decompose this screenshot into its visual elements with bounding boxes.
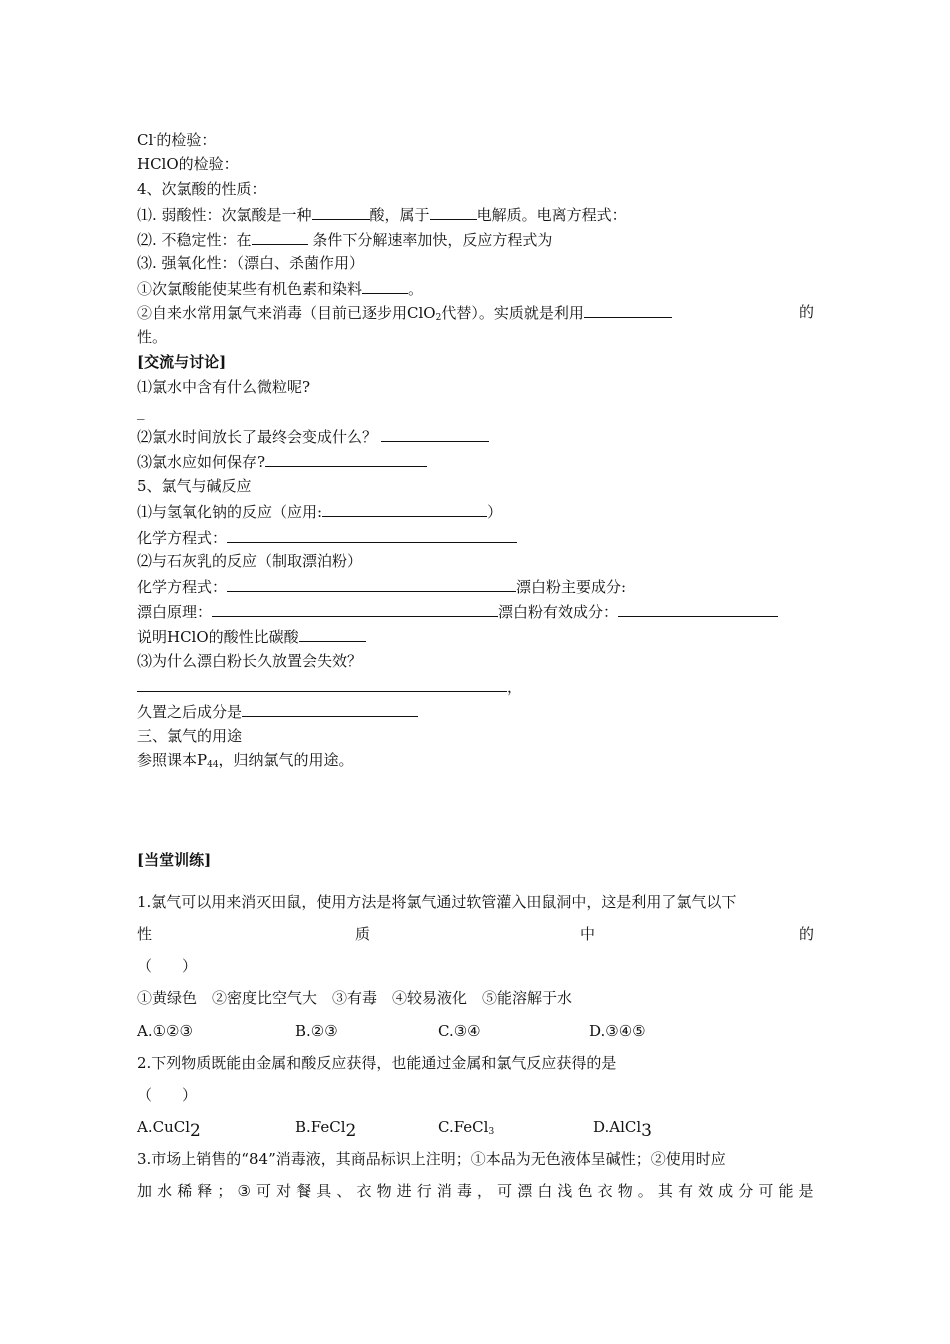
question-1-cont: 质 <box>355 925 371 943</box>
answer-bracket: （ ） <box>137 957 198 975</box>
line-q-ineffective: ⑶为什么漂白粉长久放置会失效？ <box>137 652 363 670</box>
question-3-char: 浅 <box>557 1182 573 1200</box>
line-hclo-test: HClO的检验： <box>137 155 239 173</box>
blank[interactable] <box>430 204 477 220</box>
question-3: 3.市场上销售的“84”消毒液，其商品标识上注明；①本品为无色液体呈碱性；②使用时应 <box>137 1150 726 1168</box>
question-3-char: 水 <box>157 1182 173 1200</box>
blank[interactable] <box>227 576 516 592</box>
question-3-char: 白 <box>537 1182 553 1200</box>
option-a[interactable]: A.CuCl2 <box>137 1118 201 1141</box>
option-c[interactable]: C.③④ <box>438 1022 481 1040</box>
question-3-char: 加 <box>137 1182 153 1200</box>
option-c[interactable]: C.FeCl$_3$ <box>438 1118 495 1137</box>
line-tap-water: ②自来水常用氯气来消毒（目前已逐步用ClO$_2$代替）。实质就是利用 的 <box>137 303 814 323</box>
blank[interactable] <box>312 204 370 220</box>
heading-uses: 三、氯气的用途 <box>137 727 243 745</box>
line-weak-acid: ⑴. 弱酸性：次氯酸是一种 酸，属于 电解质。电离方程式： <box>137 206 627 224</box>
heading-practice: [当堂训练] <box>137 851 212 869</box>
question-3-char: ； <box>217 1182 233 1200</box>
question-1-cont: 性 <box>137 925 153 943</box>
question-3-char: 对 <box>276 1182 292 1200</box>
question-3-char: ， <box>477 1182 493 1200</box>
question-3-char: 、 <box>336 1182 352 1200</box>
blank[interactable] <box>362 278 408 294</box>
heading-discussion: [交流与讨论] <box>137 353 227 371</box>
line-q-particles: ⑴氯水中含有什么微粒呢? <box>137 378 311 396</box>
question-3-char: 衣 <box>356 1182 372 1200</box>
question-3-char: 释 <box>197 1182 213 1200</box>
blank[interactable] <box>299 626 366 642</box>
line-cl-test: Cl-的检验： <box>137 131 217 149</box>
line-naoh: ⑴与氢氧化钠的反应（应用: ） <box>137 503 503 521</box>
blank[interactable] <box>265 451 427 467</box>
question-3-cont <box>137 1181 814 1201</box>
line-after-storage: 久置之后成分是 <box>137 701 418 722</box>
blank[interactable] <box>322 501 487 517</box>
line-q-long-term: ⑵氯水时间放长了最终会变成什么？ <box>137 426 489 447</box>
line-equation-1: 化学方程式： <box>137 527 517 548</box>
question-3-char: 其 <box>657 1182 673 1200</box>
question-1-cont: 的 <box>799 925 815 943</box>
line-underscore: _ <box>137 402 145 420</box>
question-3-char: 效 <box>698 1182 714 1200</box>
question-3-char: 。 <box>637 1182 653 1200</box>
option-b[interactable]: B.②③ <box>295 1022 338 1040</box>
line-bleach-dyes: ①次氯酸能使某些有机色素和染料 。 <box>137 280 424 298</box>
question-2: 2.下列物质既能由金属和酸反应获得，也能通过金属和氯气反应获得的是 <box>137 1054 617 1072</box>
question-3-char: 衣 <box>597 1182 613 1200</box>
line-q-storage: ⑶氯水应如何保存? <box>137 451 427 472</box>
line-acidity: 说明HClO的酸性比碳酸 <box>137 626 366 647</box>
question-3-char: 可 <box>497 1182 513 1200</box>
question-3-char: 消 <box>436 1182 452 1200</box>
blank[interactable] <box>252 229 308 245</box>
option-d[interactable]: D.③④⑤ <box>589 1022 646 1040</box>
question-3-char: 可 <box>758 1182 774 1200</box>
line-equation-2: 化学方程式： 漂白粉主要成分: <box>137 578 627 596</box>
line-instability: ⑵. 不稳定性：在 条件下分解速率加快，反应方程式为 <box>137 231 553 249</box>
question-3-char: 漂 <box>517 1182 533 1200</box>
line-strong-oxidation: ⑶. 强氧化性：（漂白、杀菌作用） <box>137 254 365 272</box>
question-3-char: 能 <box>778 1182 794 1200</box>
question-3-char: 毒 <box>456 1182 472 1200</box>
option-d[interactable]: D.AlCl3 <box>593 1118 652 1141</box>
heading-base-reaction: 5、氯气与碱反应 <box>137 477 252 495</box>
question-3-char: 可 <box>256 1182 272 1200</box>
blank[interactable] <box>584 302 672 318</box>
question-3-char: 色 <box>577 1182 593 1200</box>
question-3-char: 成 <box>718 1182 734 1200</box>
question-3-char: 餐 <box>296 1182 312 1200</box>
line-bleach-principle: 漂白原理： 漂白粉有效成分： <box>137 601 778 622</box>
question-3-char: 具 <box>316 1182 332 1200</box>
question-1-items: ①黄绿色 ②密度比空气大 ③有毒 ④较易液化 ⑤能溶解于水 <box>137 989 573 1007</box>
line-lime: ⑵与石灰乳的反应（制取漂泊粉） <box>137 552 363 570</box>
answer-bracket: （ ） <box>137 1086 198 1104</box>
option-a[interactable]: A.①②③ <box>137 1022 193 1040</box>
blank[interactable] <box>242 701 418 717</box>
heading-hclo-properties: 4、次氯酸的性质： <box>137 180 267 198</box>
question-3-char: 物 <box>617 1182 633 1200</box>
blank[interactable] <box>618 601 778 617</box>
blank[interactable] <box>212 601 498 617</box>
question-3-char: 物 <box>376 1182 392 1200</box>
question-3-char: 分 <box>738 1182 754 1200</box>
question-1: 1.氯气可以用来消灭田鼠，使用方法是将氯气通过软管灌入田鼠洞中，这是利用了氯气以下 <box>137 893 737 911</box>
question-3-char: 进 <box>396 1182 412 1200</box>
question-3-char: ③ <box>237 1182 251 1200</box>
question-3-char: 稀 <box>177 1182 193 1200</box>
line-answer: ， <box>137 676 522 697</box>
question-3-char: 行 <box>416 1182 432 1200</box>
question-3-char: 是 <box>798 1182 814 1200</box>
blank[interactable] <box>227 527 517 543</box>
question-3-char: 有 <box>677 1182 693 1200</box>
option-b[interactable]: B.FeCl2 <box>295 1118 357 1141</box>
line-property: 性。 <box>137 328 168 346</box>
line-textbook: 参照课本$P_{44}$，归纳氯气的用途。 <box>137 751 354 770</box>
blank[interactable] <box>137 676 507 692</box>
blank[interactable] <box>381 426 489 442</box>
question-1-cont: 中 <box>580 925 596 943</box>
